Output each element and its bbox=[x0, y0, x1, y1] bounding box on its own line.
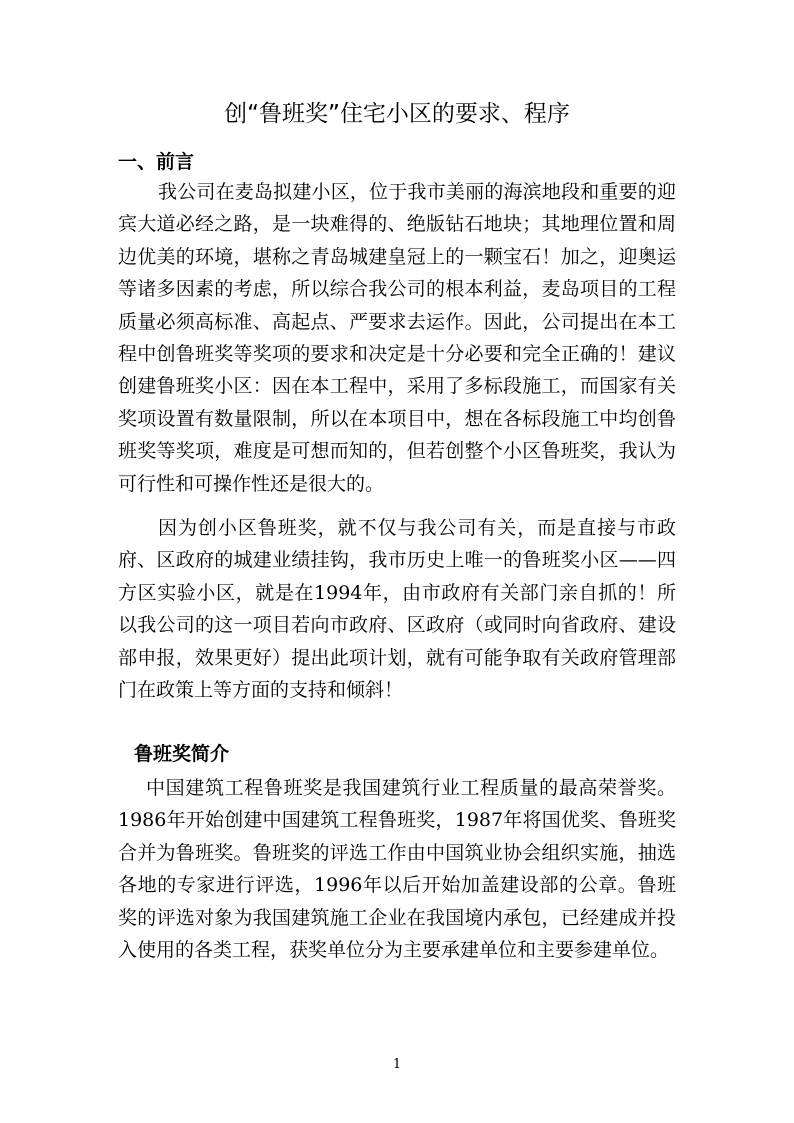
luban-intro-paragraph: 中国建筑工程鲁班奖是我国建筑行业工程质量的最高荣誉奖。1986年开始创建中国建筑工程鲁班奖，1987年将国优奖、鲁班奖合并为鲁班奖。鲁班奖的评选工作由中国筑业协会组织实施，抽选各地的专家进行评选，1996年以后开始加盖建设部的公章。鲁班奖的评选对象为我国建筑施工企业在我国境内承包，已经建成并投入使用的各类工程，获奖单位分为主要承建单位和主要参建单位。 bbox=[118, 777, 676, 962]
preface-paragraph-1: 我公司在麦岛拟建小区，位于我市美丽的海滨地段和重要的迎宾大道必经之路，是一块难得的、绝版钻石地块；其地理位置和周边优美的环境，堪称之青岛城建皇冠上的一颗宝石！加之，迎奥运等诸多因素的考虑，所以综合我公司的根本利益，麦岛项目的工程质量必须高标准、高起点、严要求去运作。因此，公司提出在本工程中创鲁班奖等奖项的要求和决定是十分必要和完全正确的！建议创建鲁班奖小区：因在本工程中，采用了多标段施工，而国家有关奖项设置有数量限制，所以在本项目中，想在各标段施工中均创鲁班奖等奖项，难度是可想而知的，但若创整个小区鲁班奖，我认为可行性和可操作性还是很大的。 bbox=[118, 181, 676, 495]
section-heading-luban-intro: 鲁班奖简介 bbox=[134, 743, 230, 765]
preface-paragraph-2: 因为创小区鲁班奖，就不仅与我公司有关，而是直接与市政府、区政府的城建业绩挂钩，我市历史上唯一的鲁班奖小区——四方区实验小区，就是在1994年，由市政府有关部门亲自抓的！所以我公司的这一项目若向市政府、区政府（或同时向省政府、建设部申报，效果更好）提出此项计划，就有可能争取有关政府管理部门在政策上等方面的支持和倾斜！ bbox=[118, 517, 676, 702]
document-title: 创“鲁班奖”住宅小区的要求、程序 bbox=[224, 101, 570, 127]
page-number: 1 bbox=[392, 1057, 402, 1072]
section-heading-preface: 一、前言 bbox=[118, 151, 195, 173]
